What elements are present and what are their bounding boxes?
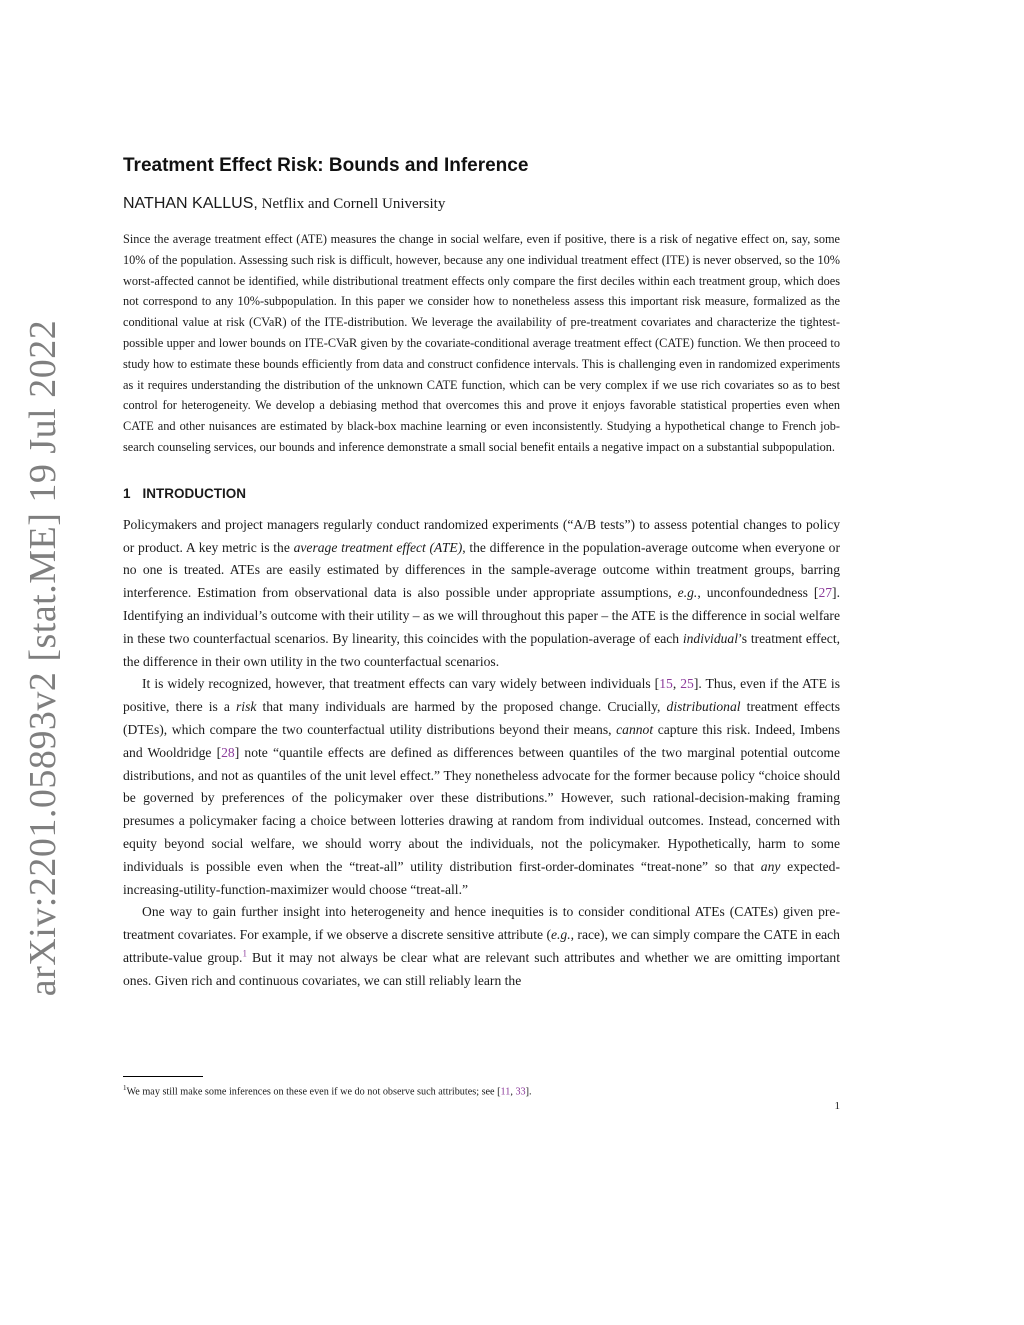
citation-link[interactable]: 27 [818, 585, 833, 601]
intro-paragraph-3 [123, 901, 840, 992]
section-heading [123, 484, 840, 504]
citation-link[interactable]: 15 [659, 676, 673, 692]
citation-link[interactable]: 11 [500, 1086, 511, 1098]
arxiv-side-stamp [20, 319, 66, 996]
text-run: , [672, 676, 681, 692]
footnote-mark: 1 [123, 1084, 127, 1092]
intro-paragraph-1 [123, 514, 840, 674]
author-name: NATHAN KALLUS, [123, 195, 258, 212]
text-run: treatment effects (DTEs), which compare the two counterfactual utility distributions beyond their means, [123, 699, 841, 737]
paper-page [123, 153, 840, 993]
abstract: Since the average treatment effect (ATE) measures the change in social welfare, even if positive, there is a risk of negative effect on, say, some 10% of the population. Assessing such risk is difficult, however, because any one individual treatment effect (ITE) is never observed, so the 10% worst-affected cannot be identified, while distributional treatment effects only compare the first deciles within each treatment group, which does not correspond to any 10%-subpopulation. In this paper we consider how to nonetheless assess this important risk measure, formalized as the conditional value at risk (CVaR) of the ITE-distribution. We leverage the availability of pre-treatment covariates and characterize the tightest-possible upper and lower bounds on ITE-CVaR given by the covariate-conditional average treatment effect (CATE) function. We then proceed to study how to estimate these bounds efficiently from data and construct confidence intervals. This is challenging even in randomized experiments as it requires understanding the distribution of the unknown CATE function, which can be very complex if we use rich covariates so as to best control for heterogeneity. We develop a debiasing method that overcomes this and prove it enjoys favorable statistical properties even when CATE and other nuisances are estimated by black-box machine learning or even inconsistently. Studying a hypothetical change to French job-search counseling services, our bounds and inference demonstrate a small social benefit entails a negative impact on a substantial subpopulation. [123, 232, 840, 454]
citation-link[interactable]: 25 [680, 676, 694, 692]
text-run: It is widely recognized, however, that treatment effects can vary widely between individuals [ [142, 676, 660, 692]
text-run: , unconfoundedness [ [697, 585, 819, 601]
citation-link[interactable]: 28 [221, 744, 235, 760]
intro-paragraph-2 [123, 673, 840, 901]
emphasis: distributional [666, 699, 741, 715]
text-run: ] note “quantile effects are defined as differences between quantiles of the two marginal potential outcome distributions, and not as quantiles of the unit level effect.” They nonetheless advocate for the former because policy “choice should be governed by preferences of the policymaker over these distributions.” However, such rational-decision-making framing presumes a policymaker facing a choice between lotteries drawing at random from individual outcomes. Instead, concerned with equity beyond social welfare, we should worry about the individuals, not the policymaker. Hypothetically, harm to some individuals is possible even when the “treat-all” utility distribution first-order-dominates “treat-none” so that [123, 744, 840, 874]
emphasis: average treatment effect (ATE) [293, 539, 463, 555]
paper-title: Treatment Effect Risk: Bounds and Inference [123, 155, 529, 176]
citation-link[interactable]: 33 [515, 1086, 526, 1098]
text-run: ]. Thus, even if the ATE is positive, there is a [123, 676, 841, 715]
text-run: Policymakers and project managers regularly conduct randomized experiments (“A/B tests”) to assess potential changes to policy or product. A key metric is the [123, 516, 840, 555]
arxiv-identifier: arXiv:2201.05893v2 [stat.ME] 19 Jul 2022 [22, 319, 64, 996]
emphasis: e.g. [550, 927, 571, 943]
text-run: ]. [525, 1086, 532, 1098]
text-run: , [510, 1086, 516, 1098]
text-run: , race), we can simply compare the CATE in each attribute-value group. [123, 927, 840, 965]
footnote-reference[interactable]: 1 [242, 948, 247, 959]
footnote [123, 1081, 840, 1099]
text-run: ’s treatment effect, the difference in their own utility in the two counterfactual scenarios. [123, 630, 841, 669]
section-number: 1 [123, 485, 131, 501]
text-run: One way to gain further insight into heterogeneity and hence inequities is to consider conditional ATEs (CATEs) given pre-treatment covariates. For example, if we observe a discrete sensitive attribute ( [123, 904, 840, 943]
text-run: We may still make some inferences on these even if we do not observe such attributes; see [ [126, 1086, 501, 1098]
text-run: , the difference in the population-average outcome when everyone or no one is treated. ATEs are easily estimated by differences in the sample-average outcome within treatment groups, barring interference. Estimation from observational data is also possible under appropriate assumptions, [123, 539, 841, 601]
text-run: ]. Identifying an individual’s outcome with their utility – as we will throughout this paper – the ATE is the difference in social welfare in these two counterfactual scenarios. By linearity, this coincides with the population-average of each [123, 585, 840, 646]
emphasis: risk [236, 699, 257, 715]
emphasis: e.g. [677, 585, 698, 601]
text-run: expected-increasing-utility-function-maximizer would choose “treat-all.” [123, 858, 840, 897]
text-run: capture this risk. Indeed, Imbens and Wooldridge [ [123, 721, 840, 760]
page-number: 1 [834, 1100, 840, 1112]
section-title: INTRODUCTION [142, 485, 247, 501]
author-line [123, 193, 840, 215]
emphasis: any [760, 858, 781, 874]
footnote-divider [123, 1076, 203, 1077]
emphasis: cannot [616, 721, 654, 737]
text-run: that many individuals are harmed by the proposed change. Crucially, [256, 699, 667, 715]
text-run: But it may not always be clear what are relevant such attributes and whether we are omitting important ones. Given rich and continuous covariates, we can still reliably learn the [123, 949, 840, 988]
emphasis: individual [682, 630, 738, 646]
author-affiliation: Netflix and Cornell University [257, 196, 446, 212]
